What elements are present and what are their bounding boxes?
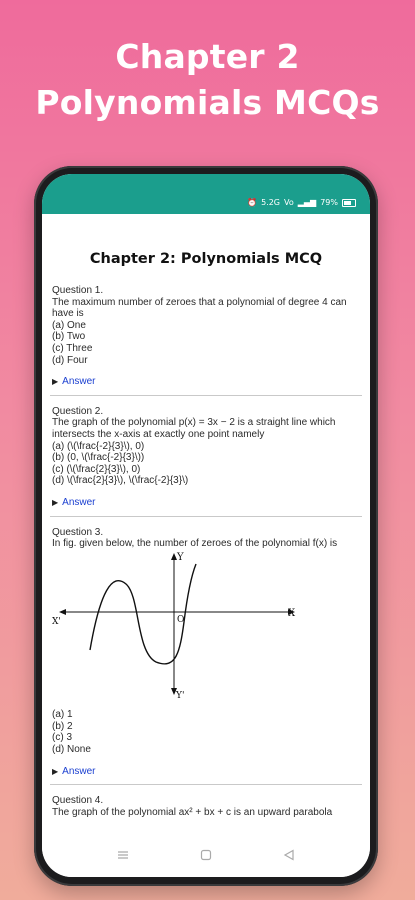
alarm-icon: ⏰ [247, 198, 258, 207]
question-number: Question 3. [52, 526, 104, 538]
question-number: Question 2. [52, 405, 104, 417]
option: (b) 2 [52, 720, 73, 732]
answer-link[interactable]: Answer [62, 765, 96, 777]
option: (b) (0, \(\frac{-2}{3}\)) [52, 452, 145, 464]
signal-icon: ▂▄▆ [297, 198, 317, 207]
answer-link[interactable]: Answer [62, 496, 96, 508]
question-3 [52, 527, 360, 778]
option: (a) (\(\frac{-2}{3}\), 0) [52, 440, 145, 452]
status-icons [247, 198, 356, 207]
mcq-content[interactable] [42, 214, 370, 832]
headline-line-2: Polynomials MCQs [35, 83, 380, 122]
question-text: In fig. given below, the number of zeroes of the polynomial f(x) is [52, 538, 338, 550]
status-bar [42, 174, 370, 214]
answer-toggle[interactable] [52, 376, 360, 388]
network-type-label: 5.2G [261, 198, 280, 207]
answer-link[interactable]: Answer [62, 376, 96, 388]
origin-label: O [177, 614, 185, 625]
x-neg-arrow [59, 609, 66, 615]
battery-percent: 79% [320, 198, 338, 207]
promo-headline [0, 34, 415, 126]
x-axis-label: X [288, 607, 296, 619]
option: (a) One [52, 319, 86, 331]
home-icon[interactable] [199, 848, 213, 862]
option: (d) Four [52, 354, 88, 366]
divider [50, 784, 362, 785]
question-number: Question 1. [52, 285, 104, 296]
question-text: The graph of the polynomial p(x) = 3x − 2 is a straight line which intersects the x-axis at exactly one point namely [52, 417, 336, 440]
option: (c) (\(\frac{2}{3}\), 0) [52, 463, 141, 475]
volte-label: Vo [284, 198, 294, 207]
question-text: The maximum number of zeroes that a polynomial of degree 4 can have is [52, 296, 347, 320]
polynomial-graph-svg [52, 552, 302, 702]
option: (c) 3 [52, 732, 72, 744]
question-text: The graph of the polynomial ax² + bx + c is an upward parabola [52, 806, 333, 818]
y-axis-label: Y [177, 551, 184, 563]
question-4 [52, 795, 360, 818]
option: (b) Two [52, 331, 86, 343]
option: (c) Three [52, 342, 93, 354]
question-number: Question 4. [52, 795, 104, 807]
polynomial-curve [90, 564, 196, 664]
option: (a) 1 [52, 709, 73, 721]
recent-apps-icon[interactable] [116, 848, 130, 862]
page-title: Chapter 2: Polynomials MCQ [89, 251, 323, 267]
question-2 [52, 406, 360, 509]
triangle-right-icon: ▶ [52, 377, 59, 387]
option: (d) \(\frac{2}{3}\), \(\frac{-2}{3}\) [52, 475, 189, 487]
divider [50, 516, 362, 517]
polynomial-graph [52, 552, 360, 706]
battery-icon [342, 199, 356, 207]
android-nav-bar [42, 832, 370, 877]
answer-toggle[interactable] [52, 497, 360, 509]
phone-frame [34, 166, 378, 886]
answer-toggle[interactable] [52, 766, 360, 778]
divider [50, 395, 362, 396]
x-neg-label: X' [52, 616, 61, 627]
triangle-right-icon: ▶ [52, 497, 59, 507]
question-1 [52, 285, 360, 388]
y-neg-label: Y' [176, 690, 185, 701]
triangle-right-icon: ▶ [52, 766, 59, 776]
back-icon[interactable] [282, 848, 296, 862]
option: (d) None [52, 744, 91, 756]
phone-screen [42, 174, 370, 877]
headline-line-1: Chapter 2 [115, 37, 300, 76]
